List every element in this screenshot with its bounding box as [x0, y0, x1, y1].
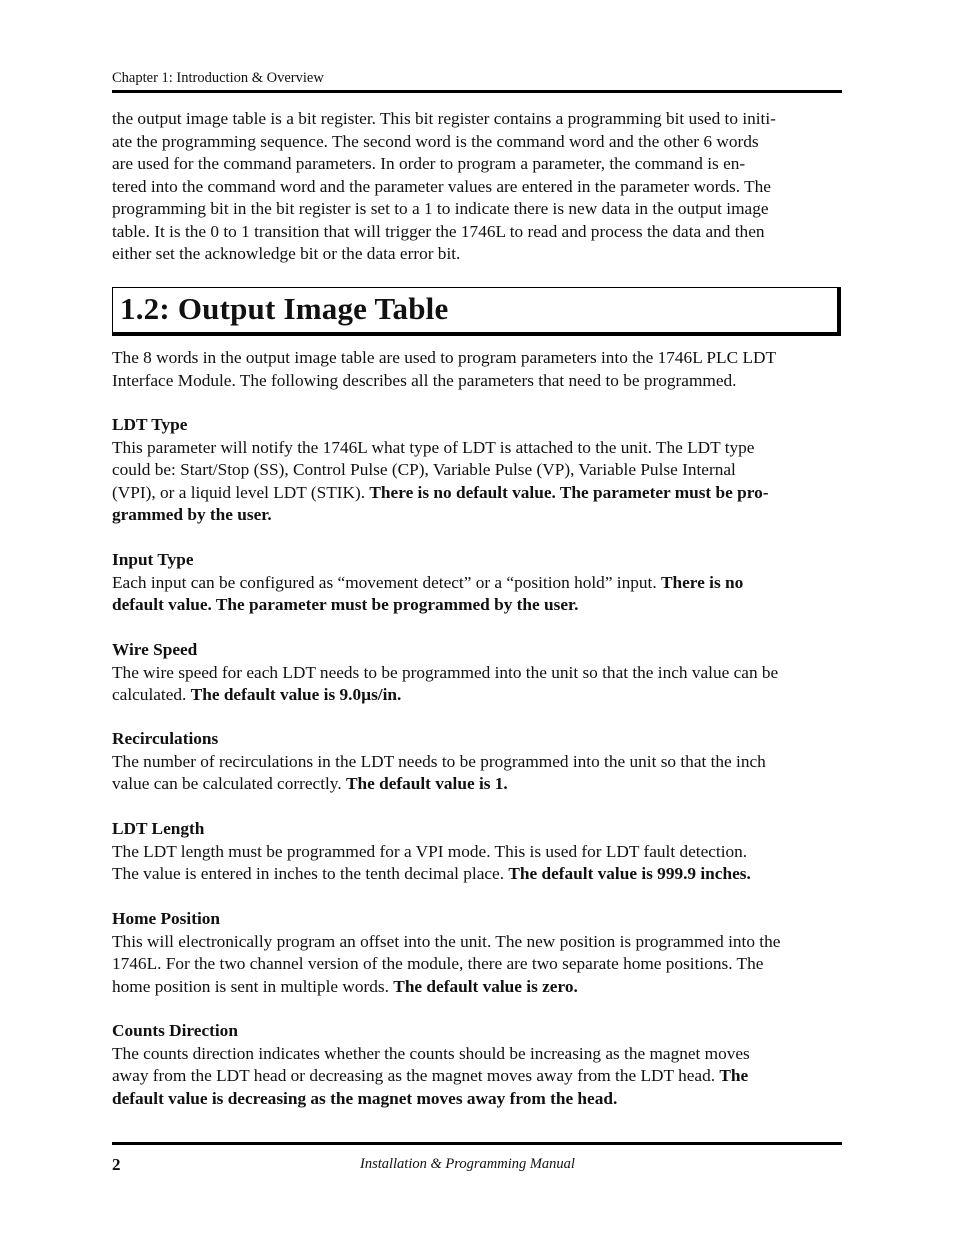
param-recirculations — [112, 728, 847, 796]
param-ldt-type — [112, 414, 847, 527]
intro-paragraph: the output image table is a bit register. This bit register contains a programming bit used to initi- ate the programming sequence. The second word is the command word and the other 6 words are used for the command parameters. In order to program a parameter, the command is en- tered into the command word and the parameter values are entered in the parameter words. The programming bit in the bit register is set to a 1 to indicate there is new data in the output image table. It is the 0 to 1 transition that will trigger the 1746L to read and process the data and then either set the acknowledge bit or the data error bit. — [112, 109, 776, 263]
param-description: The wire speed for each LDT needs to be programmed into the unit so that the inch value can be calculated. The default value is 9.0µs/in. — [112, 662, 779, 704]
default-note: The default value is zero. — [393, 976, 578, 996]
header-rule — [112, 90, 842, 93]
default-note: default value. The parameter must be programmed by the user. — [112, 595, 579, 614]
param-description: The counts direction indicates whether the counts should be increasing as the magnet moves away from the LDT head or decreasing as the magnet moves away from the LDT head. The default value is decreasing as the magnet moves away from the head. — [112, 1043, 750, 1108]
footer-rule — [112, 1142, 842, 1145]
param-heading: Recirculations — [112, 729, 219, 748]
param-heading: Wire Speed — [112, 640, 198, 659]
param-ldt-length — [112, 818, 847, 886]
default-note: grammed by the user. — [112, 505, 272, 524]
lead-paragraph: The 8 words in the output image table are used to program parameters into the 1746L PLC LDT Interface Module. The following describes all the parameters that need to be programmed. — [112, 348, 777, 390]
default-note: There is no — [660, 572, 744, 592]
param-description: Each input can be configured as “movement detect” or a “position hold” input. There is no default value. The parameter must be programmed by the user. — [112, 572, 744, 614]
param-heading: Counts Direction — [112, 1021, 238, 1040]
footer-title: Installation & Programming Manual — [360, 1156, 575, 1172]
param-counts-direction — [112, 1020, 847, 1110]
param-input-type — [112, 549, 847, 617]
param-wire-speed — [112, 639, 847, 707]
param-home-position — [112, 908, 847, 998]
param-heading: Input Type — [112, 550, 194, 569]
param-description: This will electronically program an offset into the unit. The new position is programmed into the 1746L. For the two channel version of the module, there are two separate home positions. The home position is sent in multiple words. The default value is zero. — [112, 931, 781, 996]
param-description: The number of recirculations in the LDT needs to be programmed into the unit so that the inch value can be calculated correctly. The default value is 1. — [112, 751, 766, 793]
default-note: There is no default value. The parameter must be pro- — [369, 482, 769, 502]
param-heading: Home Position — [112, 909, 220, 928]
param-description: This parameter will notify the 1746L what type of LDT is attached to the unit. The LDT type could be: Start/Stop (SS), Control Pulse (CP), Variable Pulse (VP), Variable Pulse Internal (VPI), or a liquid level LDT (STIK). There is no default value. The parameter must be pro- grammed by the user. — [112, 437, 769, 524]
param-heading: LDT Length — [112, 819, 205, 838]
section-title: 1.2: Output Image Table — [120, 291, 449, 326]
param-heading: LDT Type — [112, 415, 188, 434]
running-head: Chapter 1: Introduction & Overview — [112, 70, 324, 86]
default-note: The — [719, 1066, 749, 1085]
default-note: The default value is 999.9 inches. — [508, 864, 751, 883]
section-heading-box — [112, 287, 841, 336]
param-description: The LDT length must be programmed for a VPI mode. This is used for LDT fault detection. The value is entered in inches to the tenth decimal place. The default value is 999.9 inches. — [112, 841, 751, 883]
default-note: The default value is 1. — [345, 774, 508, 793]
page-number: 2 — [112, 1155, 121, 1174]
default-note: The default value is 9.0µs/in. — [190, 685, 402, 704]
default-note: default value is decreasing as the magnet moves away from the head. — [112, 1088, 618, 1108]
